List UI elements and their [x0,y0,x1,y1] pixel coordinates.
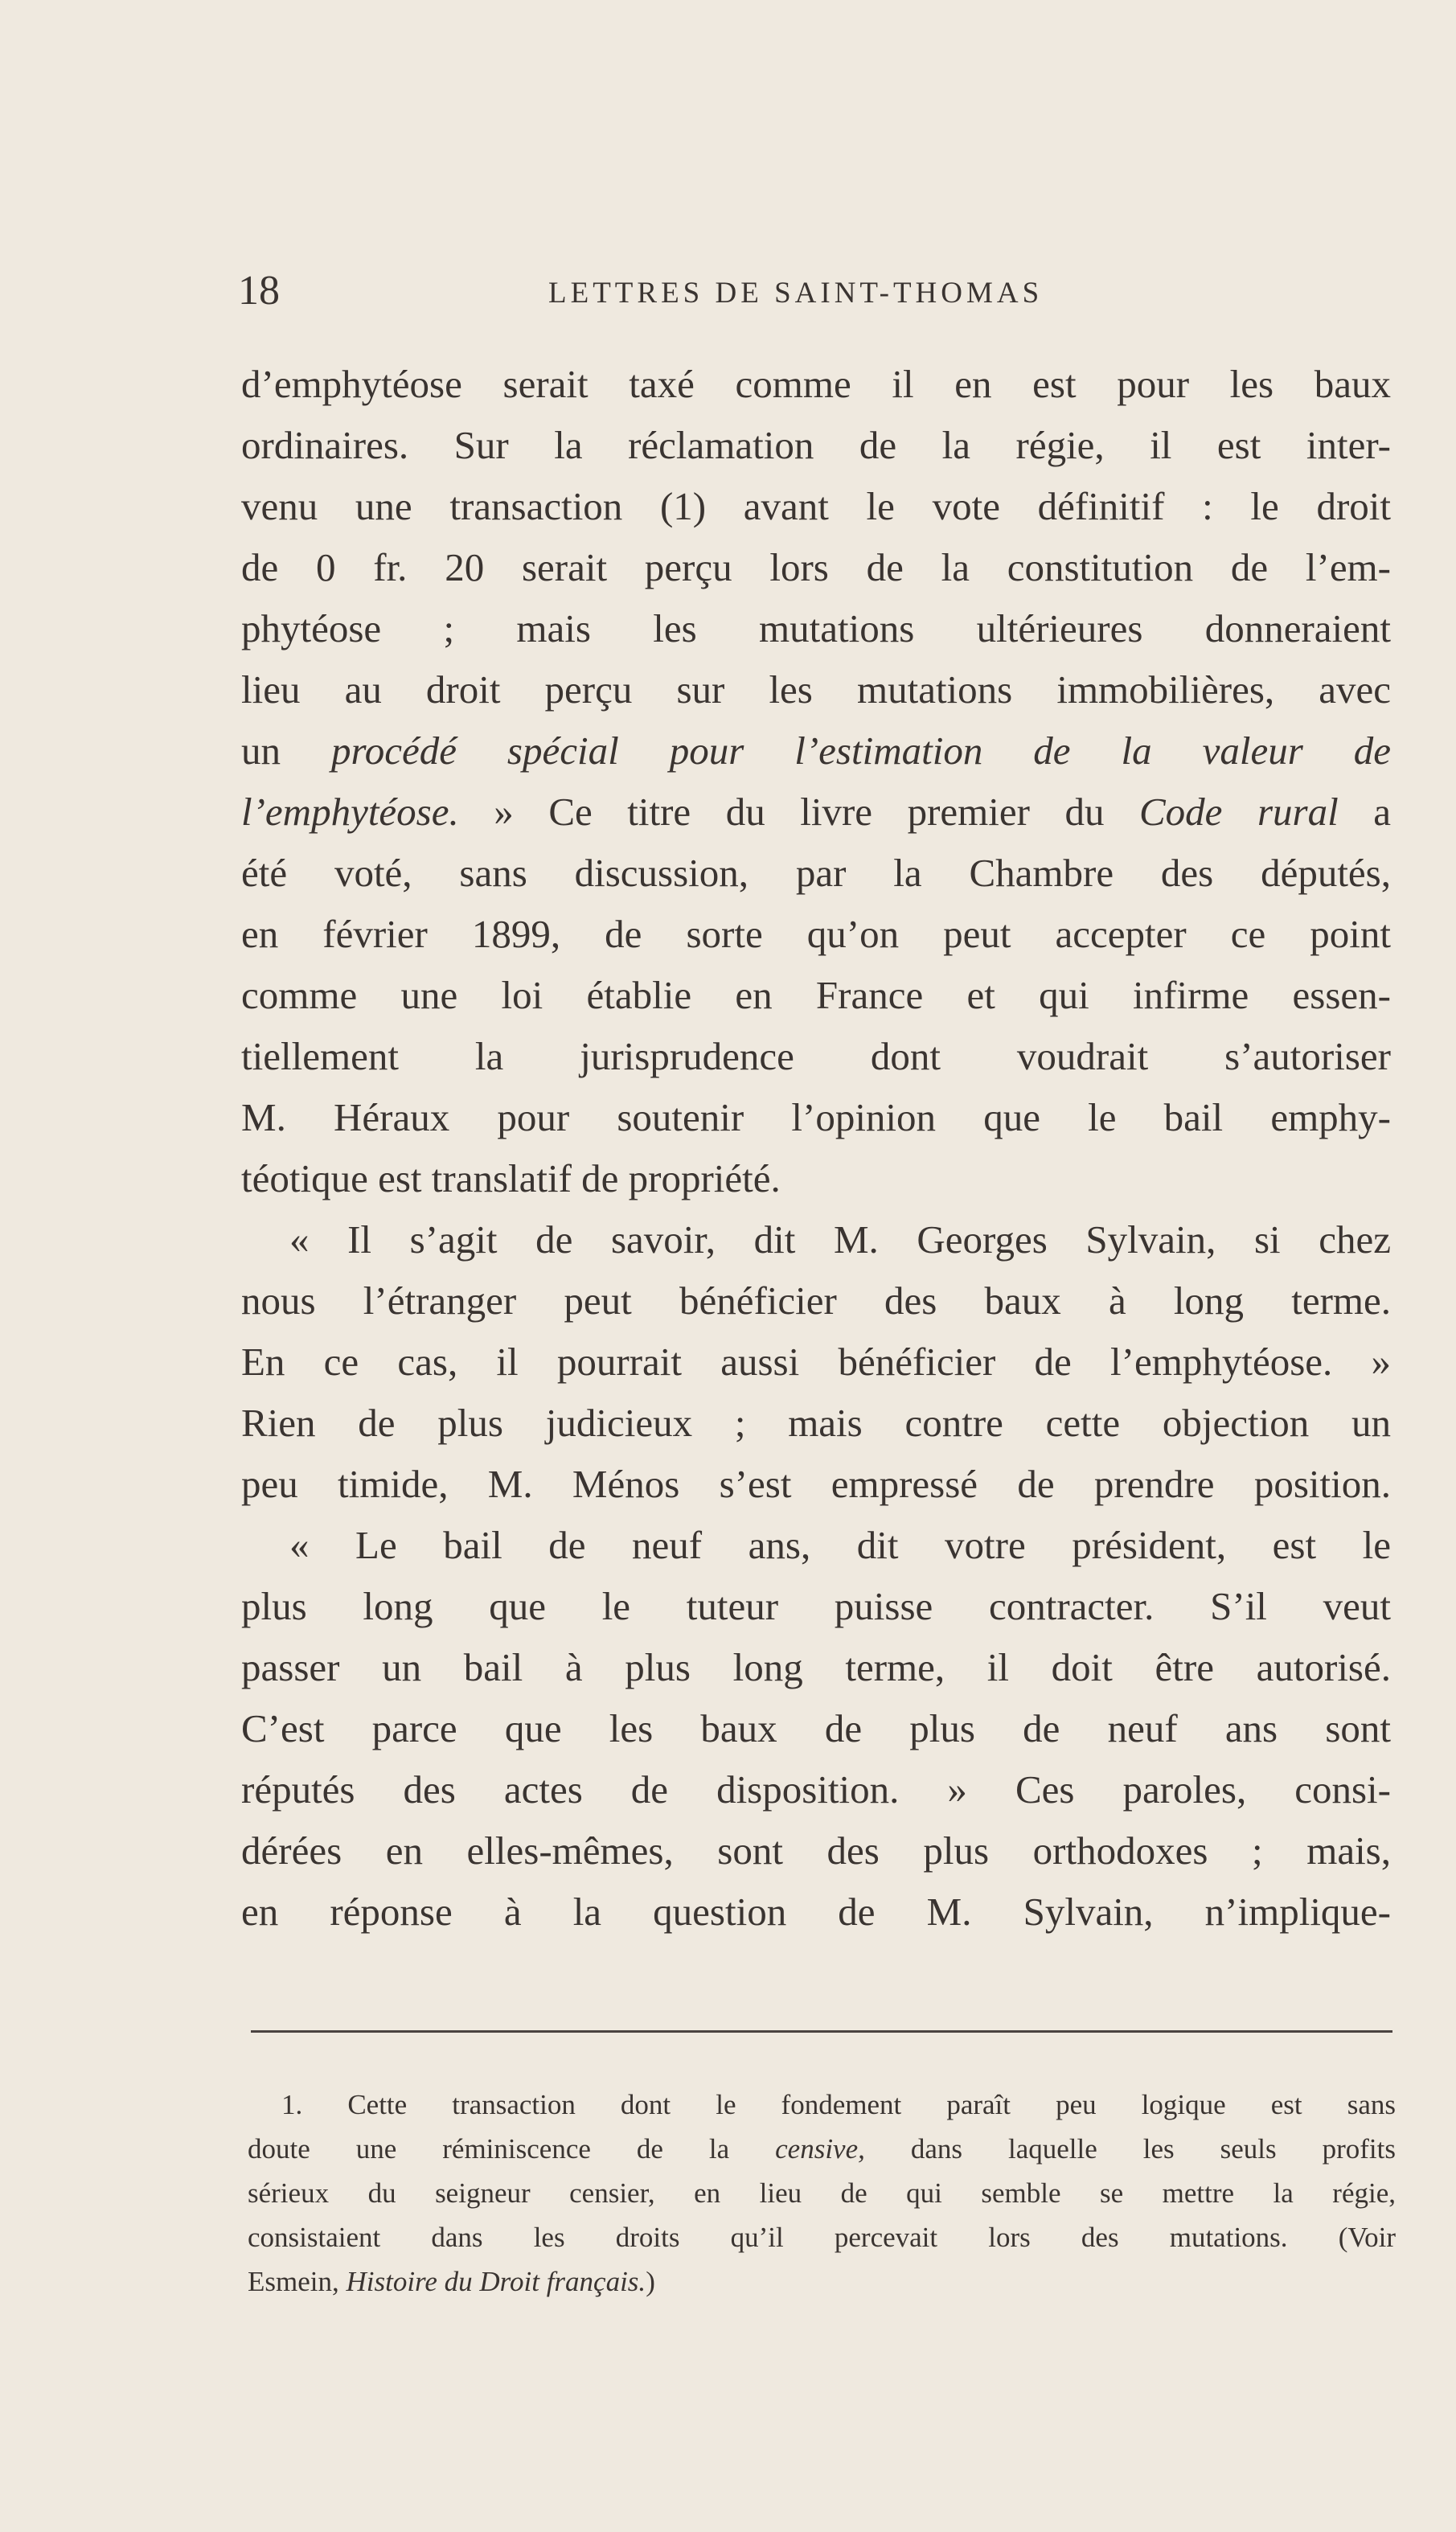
text-run: phytéose ; mais les mutations ultérieures donneraient [241,606,1391,650]
footnote-line [248,2259,1396,2304]
footnote-line [248,2083,1396,2127]
text-line [241,659,1391,720]
text-run: dérées en elles-mêmes, sont des plus orthodoxes ; mais, [241,1828,1391,1873]
footnote-line [248,2215,1396,2259]
text-line [241,1698,1391,1759]
running-title: LETTRES DE SAINT-THOMAS [548,277,1044,310]
text-run: lieu au droit perçu sur les mutations immobilières, avec [241,667,1391,712]
text-line [241,1637,1391,1698]
text-run: « Le bail de neuf ans, dit votre président, est le [289,1523,1391,1567]
text-line [241,1576,1391,1637]
text-run: Esmein, [248,2266,347,2297]
text-line [241,1148,1391,1209]
text-line [241,720,1391,782]
text-run: » Ce titre du livre premier du [458,790,1139,834]
text-run: ordinaires. Sur la réclamation de la régie, il est inter- [241,423,1391,467]
text-run: de 0 fr. 20 serait perçu lors de la constitution de l’em- [241,545,1391,589]
footnote-line [248,2127,1396,2171]
text-run: a [1338,790,1391,834]
text-run: M. Héraux pour soutenir l’opinion que le bail emphy- [241,1095,1391,1139]
text-line [241,1332,1391,1393]
text-line [241,354,1391,415]
text-line [241,476,1391,537]
italic-text: censive, [775,2133,865,2165]
text-line [241,415,1391,476]
text-run: nous l’étranger peut bénéficier des baux à long terme. [241,1278,1391,1323]
text-run: dans laquelle les seuls profits [864,2133,1396,2165]
footnote-line [248,2171,1396,2215]
text-run: tiellement la jurisprudence dont voudrait s’autoriser [241,1034,1391,1078]
text-line [241,1270,1391,1332]
italic-text: Code rural [1139,790,1339,834]
page-header [238,267,1082,315]
text-line [241,1026,1391,1087]
text-line [241,1515,1391,1576]
text-run: sérieux du seigneur censier, en lieu de qui semble se mettre la régie, [248,2177,1396,2209]
text-line [241,537,1391,598]
text-line [241,1882,1391,1943]
text-run: d’emphytéose serait taxé comme il en est pour les baux [241,362,1391,406]
text-line [241,1759,1391,1820]
text-run: réputés des actes de disposition. » Ces paroles, consi- [241,1767,1391,1812]
text-line [241,904,1391,965]
italic-text: Histoire du Droit français. [346,2266,646,2297]
footnote-divider [251,2030,1392,2033]
text-line [241,782,1391,843]
text-run: « Il s’agit de savoir, dit M. Georges Sylvain, si chez [289,1217,1391,1262]
text-run: en février 1899, de sorte qu’on peut accepter ce point [241,912,1391,956]
italic-text: procédé spécial pour l’estimation de la valeur de [330,728,1391,773]
page-number: 18 [238,268,280,314]
footnotes [248,2083,1396,2304]
text-run: doute une réminiscence de la [248,2133,776,2165]
body-text [241,354,1391,1943]
text-run: peu timide, M. Ménos s’est empressé de prendre position. [241,1462,1391,1506]
text-line [241,1087,1391,1148]
text-run: ) [646,2266,655,2297]
text-run: consistaient dans les droits qu’il percevait lors des mutations. (Voir [248,2222,1396,2253]
text-run: été voté, sans discussion, par la Chambre des députés, [241,851,1391,895]
text-run: Rien de plus judicieux ; mais contre cette objection un [241,1401,1391,1445]
text-line [241,1820,1391,1882]
italic-text: l’emphytéose. [241,790,459,834]
text-line [241,843,1391,904]
text-line [241,1454,1391,1515]
text-run: passer un bail à plus long terme, il doit être autorisé. [241,1645,1391,1689]
text-run: venu une transaction (1) avant le vote définitif : le droit [241,484,1391,528]
text-run: 1. Cette transaction dont le fondement paraît peu logique est sans [281,2089,1396,2120]
text-run: C’est parce que les baux de plus de neuf ans sont [241,1706,1391,1750]
text-line [241,965,1391,1026]
text-line [241,1393,1391,1454]
text-run: plus long que le tuteur puisse contracter. S’il veut [241,1584,1391,1628]
text-run: téotique est translatif de propriété. [241,1156,781,1200]
text-run: comme une loi établie en France et qui infirme essen- [241,973,1391,1017]
text-run: En ce cas, il pourrait aussi bénéficier de l’emphytéose. » [241,1340,1391,1384]
text-run: un [241,728,331,773]
text-line [241,598,1391,659]
text-run: en réponse à la question de M. Sylvain, n’implique- [241,1890,1391,1934]
text-line [241,1209,1391,1270]
